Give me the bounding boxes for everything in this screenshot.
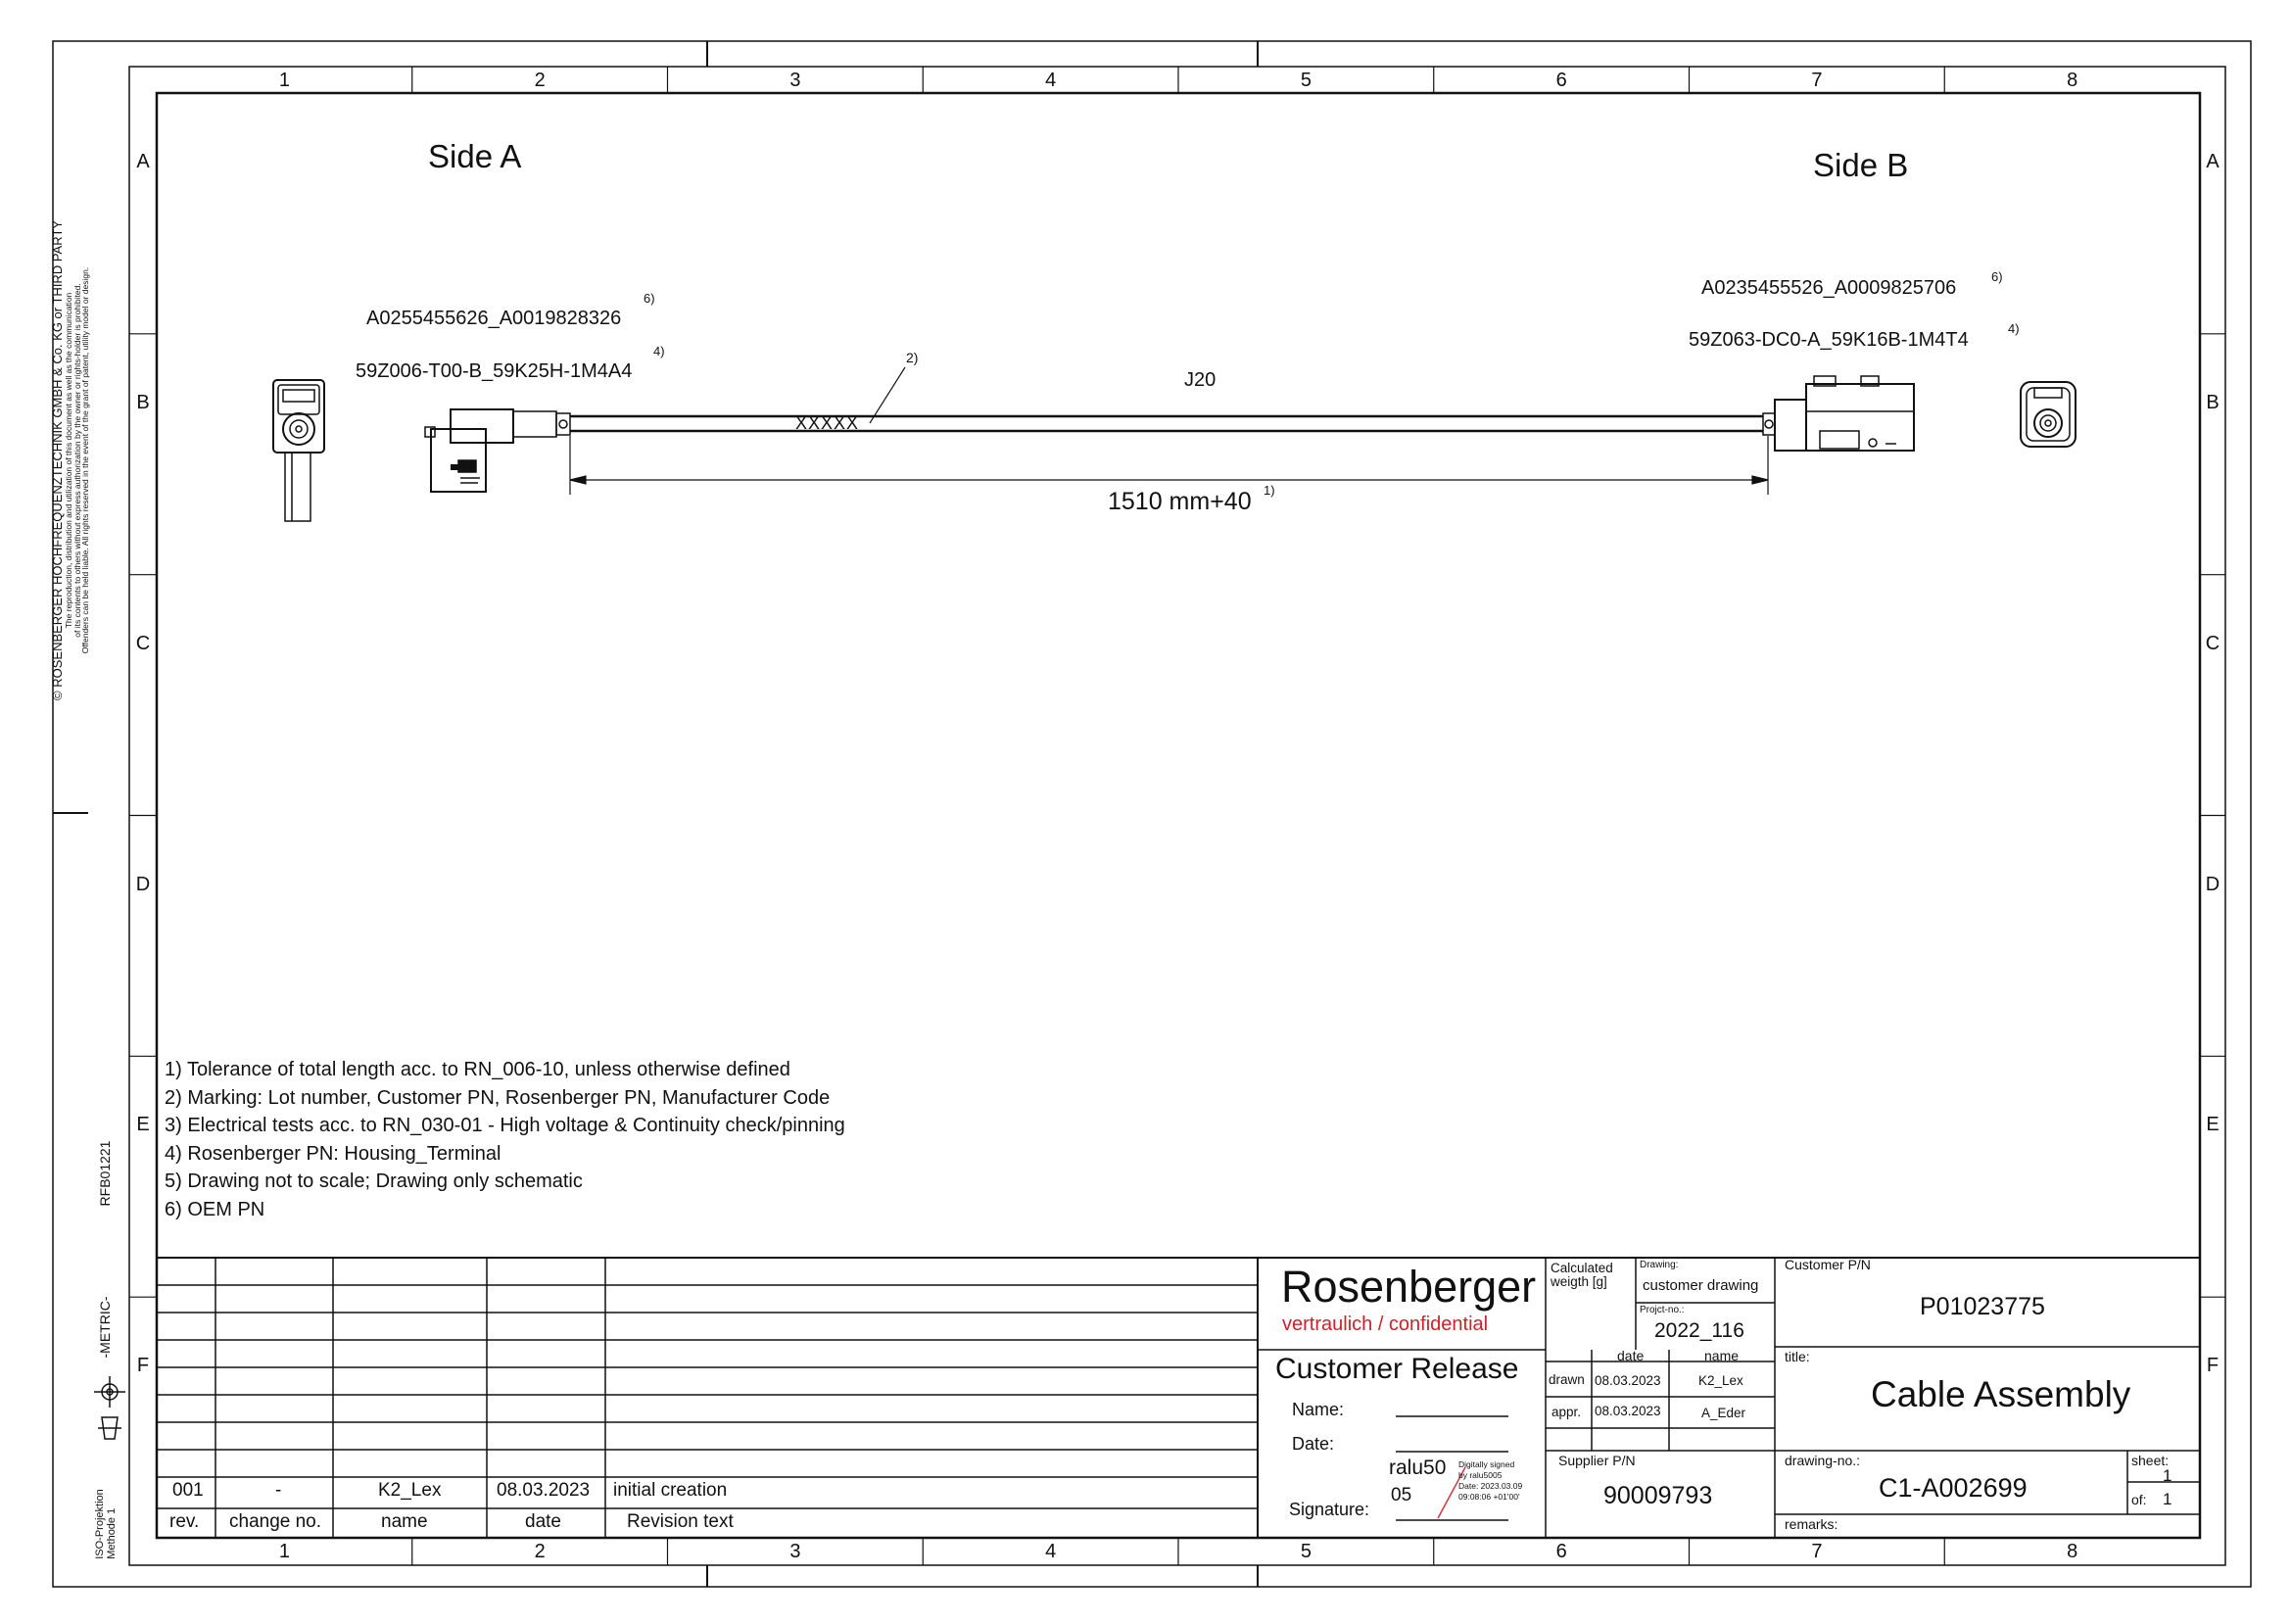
weight-label-1: Calculated bbox=[1551, 1261, 1613, 1275]
note-2: 2) Marking: Lot number, Customer PN, Rosenberger PN, Manufacturer Code bbox=[165, 1086, 831, 1109]
marking-ref: 2) bbox=[906, 350, 919, 365]
side-b-rosenberger-pn: 59Z063-DC0-A_59K16B-1M4T4 bbox=[1689, 329, 1969, 351]
drawn-name: K2_Lex bbox=[1698, 1373, 1743, 1388]
note-4: 4) Rosenberger PN: Housing_Terminal bbox=[165, 1142, 501, 1165]
note-5: 5) Drawing not to scale; Drawing only schematic bbox=[165, 1170, 583, 1192]
weight-label-2: weigth [g] bbox=[1551, 1274, 1607, 1289]
date-label: Date: bbox=[1292, 1434, 1335, 1454]
appr-date: 08.03.2023 bbox=[1595, 1404, 1661, 1418]
date-column-header: date bbox=[1617, 1348, 1645, 1363]
copyright-line-4: Offenders can be held liable. All rights reserved in the event of the grant of patent, utility model or design. bbox=[80, 266, 91, 654]
drawing-type-value: customer drawing bbox=[1643, 1277, 1759, 1294]
cable bbox=[570, 367, 1763, 431]
grid-col-top-6: 6 bbox=[1555, 70, 1567, 91]
grid-row-left-c: C bbox=[135, 632, 151, 654]
project-value: 2022_116 bbox=[1654, 1319, 1744, 1342]
grid-row-left-f: F bbox=[136, 1355, 150, 1377]
rev-row-1-rev: 001 bbox=[172, 1480, 204, 1501]
sig-note-2: by ralu5005 bbox=[1458, 1470, 1503, 1480]
grid-col-bottom-4: 4 bbox=[1045, 1541, 1057, 1562]
customer-pn-value: P01023775 bbox=[1920, 1293, 2045, 1320]
rev-header-name: name bbox=[381, 1511, 428, 1532]
drawn-label: drawn bbox=[1549, 1372, 1585, 1387]
grid-col-top-3: 3 bbox=[789, 70, 801, 91]
length-ref: 1) bbox=[1264, 483, 1275, 498]
grid-col-top-2: 2 bbox=[534, 70, 546, 91]
grid-col-top-1: 1 bbox=[278, 70, 290, 91]
supplier-pn-value: 90009793 bbox=[1603, 1482, 1713, 1509]
remarks-label: remarks: bbox=[1785, 1516, 1838, 1532]
grid-row-left-a: A bbox=[136, 151, 150, 172]
of-label: of: bbox=[2131, 1492, 2147, 1507]
form-code: RFB01221 bbox=[97, 1140, 113, 1207]
grid-col-bottom-8: 8 bbox=[2067, 1541, 2078, 1562]
grid-row-right-f: F bbox=[2206, 1355, 2219, 1377]
copyright-line-3: of its contents to others without express authorization by the owner or rights-holder is prohibited. bbox=[72, 283, 82, 638]
iso-method-label: Methode 1 bbox=[106, 1507, 118, 1559]
rev-row-1-text: initial creation bbox=[613, 1480, 728, 1501]
drawing-title: Cable Assembly bbox=[1871, 1374, 2131, 1414]
grid-col-bottom-2: 2 bbox=[534, 1541, 546, 1562]
cable-label: J20 bbox=[1184, 369, 1217, 391]
copyright-line-2: The reproduction, distribution and utilization of this document as well as the communication bbox=[63, 292, 73, 629]
customer-pn-label: Customer P/N bbox=[1785, 1257, 1871, 1272]
side-a-rb-ref: 4) bbox=[653, 344, 665, 358]
drawing-type-label: Drawing: bbox=[1640, 1260, 1679, 1270]
side-a-rosenberger-pn: 59Z006-T00-B_59K25H-1M4A4 bbox=[356, 360, 633, 382]
side-a-connector bbox=[425, 409, 570, 492]
projection-symbol bbox=[94, 1376, 125, 1439]
side-a-front-view bbox=[273, 380, 324, 521]
rev-header-rev: rev. bbox=[169, 1511, 200, 1532]
rev-header-change: change no. bbox=[229, 1511, 322, 1532]
side-b-rb-ref: 4) bbox=[2008, 321, 2020, 336]
release-status: Customer Release bbox=[1275, 1353, 1519, 1385]
signature-name-2: 05 bbox=[1391, 1485, 1412, 1505]
name-label: Name: bbox=[1292, 1400, 1345, 1419]
signature-label: Signature: bbox=[1289, 1500, 1370, 1519]
grid-col-bottom-3: 3 bbox=[789, 1541, 801, 1562]
notes-list bbox=[165, 1056, 845, 1223]
note-6: 6) OEM PN bbox=[165, 1198, 265, 1220]
digital-signature-note bbox=[1458, 1459, 1522, 1503]
sig-note-3: Date: 2023.03.09 bbox=[1458, 1481, 1523, 1491]
drawing-no-label: drawing-no.: bbox=[1785, 1453, 1861, 1468]
signature-name-1: ralu50 bbox=[1389, 1457, 1447, 1479]
grid-col-bottom-1: 1 bbox=[278, 1541, 290, 1562]
side-a-oem-ref: 6) bbox=[644, 291, 655, 306]
iso-projection-label: ISO-Projektion bbox=[93, 1489, 106, 1559]
project-label: Projct-no.: bbox=[1640, 1305, 1685, 1315]
grid-col-bottom-7: 7 bbox=[1811, 1541, 1823, 1562]
sig-note-1: Digitally signed bbox=[1458, 1459, 1515, 1469]
grid-col-bottom-5: 5 bbox=[1300, 1541, 1312, 1562]
copyright-line-1: © ROSENBERGER HOCHFREQUENZTECHNIK GMBH & Co. KG or THIRD PARTY bbox=[49, 220, 65, 700]
grid-col-top-4: 4 bbox=[1045, 70, 1057, 91]
metric-label: -METRIC- bbox=[97, 1296, 113, 1359]
note-1: 1) Tolerance of total length acc. to RN_006-10, unless otherwise defined bbox=[165, 1059, 790, 1080]
confidential-label: vertraulich / confidential bbox=[1282, 1314, 1489, 1335]
length-dimension bbox=[570, 436, 1768, 498]
side-a-oem-pn: A0255455626_A0019828326 bbox=[366, 308, 622, 329]
note-3: 3) Electrical tests acc. to RN_030-01 - High voltage & Continuity check/pinning bbox=[165, 1115, 845, 1136]
company-logo: Rosenberger bbox=[1281, 1262, 1537, 1312]
grid-row-left-e: E bbox=[136, 1114, 150, 1136]
grid-col-top-8: 8 bbox=[2067, 70, 2078, 91]
rev-header-date: date bbox=[525, 1511, 561, 1532]
name-column-header: name bbox=[1704, 1348, 1740, 1363]
supplier-pn-label: Supplier P/N bbox=[1558, 1453, 1636, 1468]
grid-row-right-b: B bbox=[2206, 391, 2219, 413]
grid-col-bottom-6: 6 bbox=[1555, 1541, 1567, 1562]
rev-header-text: Revision text bbox=[627, 1511, 734, 1532]
marking-text: XXXXX bbox=[795, 413, 860, 433]
grid-row-right-c: C bbox=[2205, 632, 2220, 654]
grid-row-right-e: E bbox=[2206, 1114, 2219, 1136]
rev-row-1-change: - bbox=[275, 1480, 282, 1501]
appr-name: A_Eder bbox=[1701, 1406, 1746, 1420]
grid-row-right-d: D bbox=[2205, 873, 2220, 895]
drawing-no-value: C1-A002699 bbox=[1879, 1473, 2028, 1503]
length-value: 1510 mm+40 bbox=[1108, 488, 1252, 515]
rev-row-1-date: 08.03.2023 bbox=[497, 1480, 591, 1501]
sheet-label: sheet: bbox=[2131, 1453, 2170, 1468]
title-label: title: bbox=[1785, 1349, 1810, 1364]
grid-col-top-5: 5 bbox=[1300, 70, 1312, 91]
grid-row-right-a: A bbox=[2206, 151, 2219, 172]
side-b-connector bbox=[1763, 376, 1914, 451]
drawn-date: 08.03.2023 bbox=[1595, 1373, 1661, 1388]
projection-method bbox=[94, 1489, 118, 1559]
grid-row-left-b: B bbox=[136, 391, 150, 413]
appr-label: appr. bbox=[1551, 1405, 1582, 1419]
rev-row-1-name: K2_Lex bbox=[378, 1480, 442, 1501]
side-b-front-view bbox=[2021, 382, 2076, 447]
of-value: 1 bbox=[2163, 1490, 2172, 1508]
side-b-oem-pn: A0235455526_A0009825706 bbox=[1701, 277, 1957, 299]
side-b-label: Side B bbox=[1813, 147, 1909, 183]
side-b-oem-ref: 6) bbox=[1991, 269, 2003, 284]
sig-note-4: 09:08:06 +01'00' bbox=[1458, 1492, 1520, 1502]
sheet-value: 1 bbox=[2163, 1466, 2172, 1485]
grid-row-left-d: D bbox=[135, 873, 151, 895]
side-a-label: Side A bbox=[428, 138, 522, 174]
grid-col-top-7: 7 bbox=[1811, 70, 1823, 91]
